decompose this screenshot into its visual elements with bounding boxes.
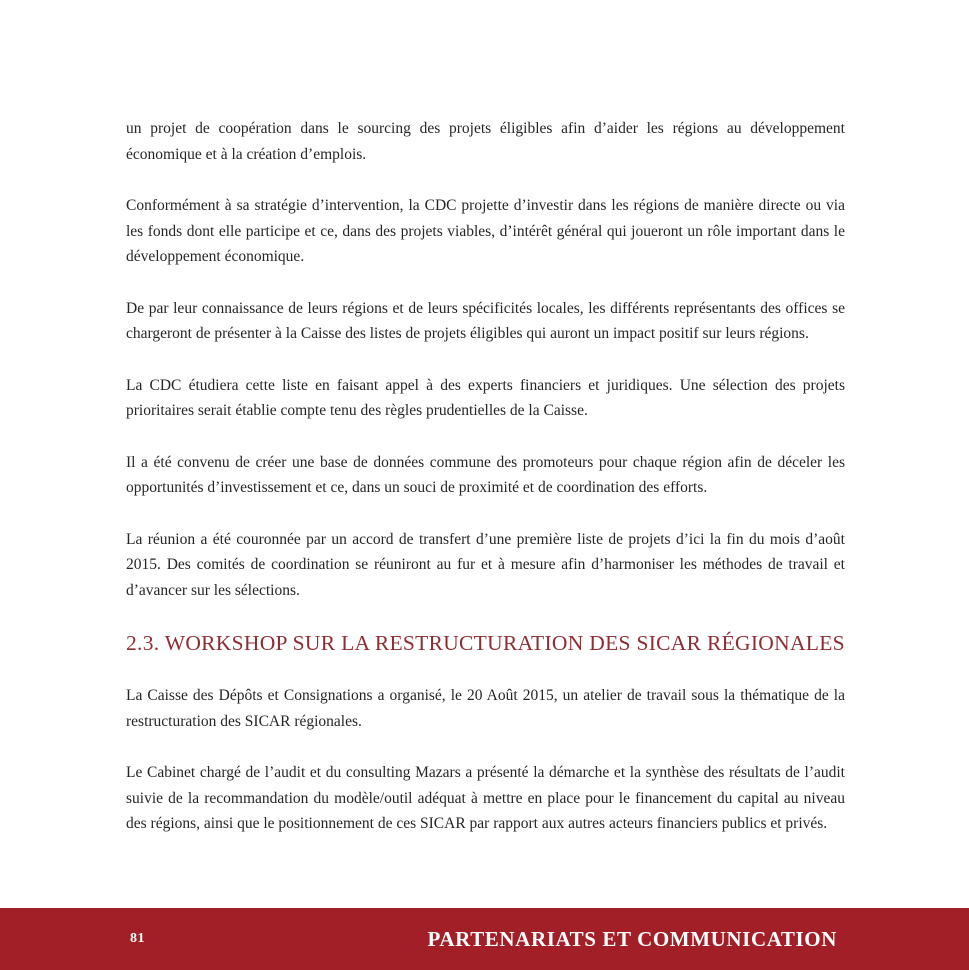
page-footer xyxy=(0,908,969,970)
body-paragraph: La Caisse des Dépôts et Consignations a organisé, le 20 Août 2015, un atelier de travail sous la thématique de la restructuration des SICAR régionales. xyxy=(126,687,845,730)
body-paragraph: Il a été convenu de créer une base de données commune des promoteurs pour chaque région afin de déceler les opportunités d’investissement et ce, dans un souci de proximité et de coordination des efforts. xyxy=(126,453,845,496)
body-paragraph: De par leur connaissance de leurs régions et de leurs spécificités locales, les différents représentants des offices se chargeront de présenter à la Caisse des listes de projets éligibles qui auront un impact positif sur leurs régions. xyxy=(126,299,845,342)
body-paragraph: un projet de coopération dans le sourcing des projets éligibles afin d’aider les régions au développement économique et à la création d’emplois. xyxy=(126,120,845,163)
body-paragraph: La CDC étudiera cette liste en faisant appel à des experts financiers et juridiques. Une sélection des projets prioritaires serait établie compte tenu des règles prudentielles de la Caisse. xyxy=(126,376,845,419)
page-content xyxy=(126,0,845,837)
body-paragraph: La réunion a été couronnée par un accord de transfert d’une première liste de projets d’ici la fin du mois d’août 2015. Des comités de coordination se réuniront au fur et à mesure afin d’harmoniser les méthodes de travail et d’avancer sur les sélections. xyxy=(126,530,845,599)
footer-title: PARTENARIATS ET COMMUNICATION xyxy=(427,926,837,951)
page-number: 81 xyxy=(130,931,145,946)
body-paragraph: Le Cabinet chargé de l’audit et du consulting Mazars a présenté la démarche et la synthèse des résultats de l’audit suivie de la recommandation du modèle/outil adéquat à mettre en place pour le financement du capital au niveau des régions, ainsi que le positionnement de ces SICAR par rapport aux autres acteurs financiers publics et privés. xyxy=(126,764,845,832)
body-paragraph: Conformément à sa stratégie d’intervention, la CDC projette d’investir dans les régions de manière directe ou via les fonds dont elle participe et ce, dans des projets viables, d’intérêt général qui joueront un rôle important dans le développement économique. xyxy=(126,197,845,265)
section-heading: 2.3. WORKSHOP SUR LA RESTRUCTURATION DES SICAR RÉGIONALES xyxy=(126,631,845,655)
